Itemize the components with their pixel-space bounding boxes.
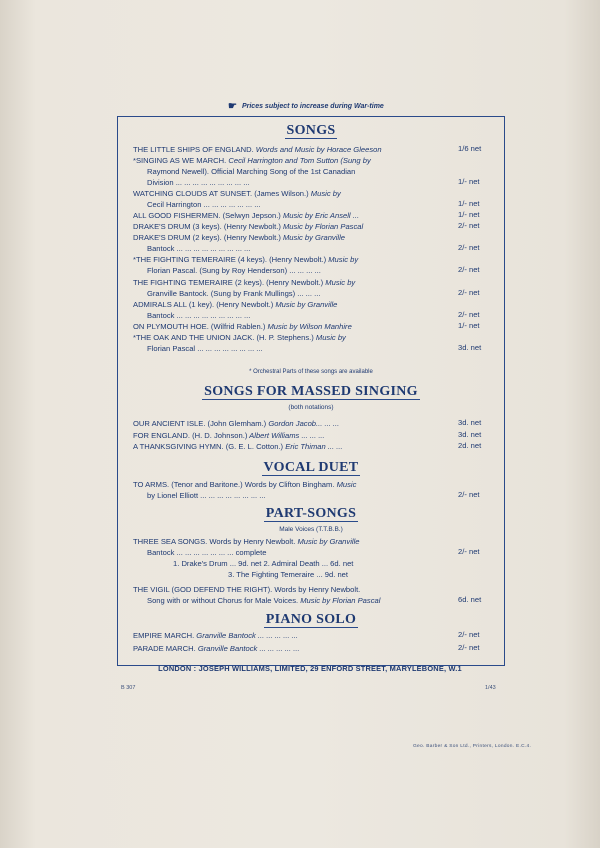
catalogue-entry — [133, 584, 433, 606]
section-heading-part-songs: PART-SONGS — [265, 506, 357, 521]
entry-composer: Eric Thiman ... ... — [283, 442, 343, 451]
entry-line — [133, 490, 433, 501]
catalogue-entry — [133, 155, 433, 188]
entry-price: 1/6 net — [458, 144, 482, 153]
catalogue-entry — [133, 536, 433, 580]
catalogue-entry — [133, 321, 433, 332]
entry-line — [133, 322, 352, 331]
catalogue-entry — [133, 221, 433, 232]
entry-composer: Gordon Jacob... ... ... — [266, 419, 340, 428]
entry-text: Bantock ... ... ... ... ... ... ... ... ... — [147, 311, 251, 320]
print-date-code: 1/43 — [485, 685, 496, 691]
section-heading-songs: SONGS — [286, 123, 336, 138]
entry-price: 2d. net — [458, 441, 482, 450]
entry-composer: Music — [334, 480, 357, 489]
entry-composer: Granville Bantock ... ... ... ... ... — [194, 631, 299, 640]
entry-line — [133, 419, 339, 428]
entry-title: PARADE MARCH. — [133, 644, 196, 653]
entry-text: Florian Pascal. (Sung by Roy Henderson) ... ... ... ... — [147, 266, 321, 275]
entry-price: 2/- net — [458, 630, 480, 639]
entry-title: ALL GOOD FISHERMEN. (Selwyn Jepson.) — [133, 211, 281, 220]
entry-line — [133, 343, 433, 354]
catalogue-entry — [133, 643, 433, 654]
catalogue-entry — [133, 299, 433, 321]
entry-line — [133, 177, 433, 188]
entry-line — [133, 156, 371, 165]
section-heading-piano-solo: PIANO SOLO — [265, 612, 357, 627]
entry-line — [133, 145, 382, 154]
entry-price: 1/- net — [458, 199, 480, 208]
section-heading-vocal-duet: VOCAL DUET — [263, 460, 359, 475]
section-heading-massed-singing: SONGS FOR MASSED SINGING — [204, 384, 418, 399]
entry-line — [133, 233, 345, 242]
massed-subtitle: (both notations) — [288, 404, 334, 411]
entry-line — [133, 222, 363, 231]
entry-line — [133, 442, 343, 451]
entry-price: 2/- net — [458, 547, 480, 556]
entry-title: OUR ANCIENT ISLE. (John Glemham.) — [133, 419, 267, 428]
entry-text: Song with or without Chorus for Male Voices. — [147, 596, 299, 605]
entry-price: 2/- net — [458, 490, 480, 499]
entry-line — [133, 595, 433, 606]
entry-text: Bantock ... ... ... ... ... ... ... ... ... — [147, 244, 251, 253]
entry-title: ADMIRALS ALL (1 key). (Henry Newbolt.) — [133, 300, 274, 309]
entry-price: 3d. net — [458, 343, 482, 352]
entry-line — [133, 558, 433, 569]
catalogue-entry — [133, 144, 433, 155]
catalogue-entry — [133, 188, 433, 210]
catalogue-entry — [133, 479, 433, 501]
entry-title: ON PLYMOUTH HOE. (Wilfrid Rablen.) — [133, 322, 266, 331]
entry-price: 2/- net — [458, 221, 480, 230]
entry-line — [133, 537, 360, 546]
entry-price: 2/- net — [458, 243, 480, 252]
catalogue-entry — [133, 277, 433, 299]
publisher-address: LONDON : JOSEPH WILLIAMS, LIMITED, 29 ENFORD STREET, MARYLEBONE, W.1 — [158, 664, 462, 673]
entry-line — [133, 431, 325, 440]
entry-composer: Cecil Harrington and Tom Sutton (Sung by — [226, 156, 371, 165]
entry-text: by Lionel Elliott ... ... ... ... ... ... ... ... — [147, 491, 266, 500]
entry-line — [133, 288, 433, 299]
entry-text: 1. Drake's Drum ... 9d. net 2. Admiral Death ... 6d. net — [173, 559, 354, 568]
catalogue-entry — [133, 441, 433, 452]
entry-text: Division ... ... ... ... ... ... ... ... ... — [147, 178, 250, 187]
entry-price: 1/- net — [458, 210, 480, 219]
entry-composer: Music by Granville — [280, 233, 346, 242]
entry-title: FOR ENGLAND. (H. D. Johnson.) — [133, 431, 248, 440]
printer-credit: Geo. Barber & Son Ltd., Printers, London. E.C.4. — [413, 744, 532, 749]
price-notice: ☛ Prices subject to increase during War-time — [228, 101, 384, 112]
entry-composer: Music by — [323, 278, 356, 287]
entry-text: Florian Pascal ... ... ... ... ... ... ... ... — [147, 344, 263, 353]
entry-price: 2/- net — [458, 643, 480, 652]
catalogue-code: B 307 — [121, 685, 136, 691]
entry-price: 6d. net — [458, 595, 482, 604]
entry-price: 2/- net — [458, 288, 480, 297]
entry-line — [133, 189, 341, 198]
entry-text: 3. The Fighting Temeraire ... 9d. net — [228, 570, 349, 579]
entry-price: 1/- net — [458, 321, 480, 330]
entry-composer: Music by Wilson Manhire — [265, 322, 352, 331]
entry-title: THE VIGIL (GOD DEFEND THE RIGHT). Words by Henry Newbolt. — [133, 585, 361, 594]
entry-text: Cecil Harrington ... ... ... ... ... ... ... — [147, 200, 261, 209]
entry-line — [133, 243, 433, 254]
entry-line — [133, 255, 358, 264]
entry-composer: Music by — [308, 189, 341, 198]
pointing-hand-icon: ☛ — [228, 101, 237, 112]
entry-line — [133, 631, 298, 640]
entry-composer: Music by Eric Ansell ... — [280, 211, 360, 220]
entry-line — [133, 480, 356, 489]
entry-title: DRAKE'S DRUM (2 keys). (Henry Newbolt.) — [133, 233, 281, 242]
entry-text: Granville Bantock. (Sung by Frank Mullings) ... ... ... — [147, 289, 321, 298]
entry-title: *SINGING AS WE MARCH. — [133, 156, 227, 165]
entry-composer: Words and Music by Horace Gleeson — [253, 145, 382, 154]
entry-text: Bantock ... ... ... ... ... ... ... complete — [147, 548, 267, 557]
catalogue-entry — [133, 332, 433, 354]
entry-line — [133, 569, 433, 580]
catalogue-frame — [117, 116, 505, 666]
entry-title: *THE FIGHTING TEMERAIRE (4 keys). (Henry Newbolt.) — [133, 255, 327, 264]
entry-line — [133, 547, 433, 558]
catalogue-entry — [133, 418, 433, 429]
entry-composer: Music by Florian Pascal — [280, 222, 364, 231]
entry-line — [133, 300, 337, 309]
entry-composer: Music by Florian Pascal — [298, 596, 381, 605]
entry-line — [133, 265, 433, 276]
entry-title: *THE OAK AND THE UNION JACK. (H. P. Stephens.) — [133, 333, 314, 342]
catalogue-entry — [133, 430, 433, 441]
entry-line — [133, 585, 360, 594]
entry-line — [133, 278, 355, 287]
entry-composer: Music by — [326, 255, 359, 264]
entry-title: DRAKE'S DRUM (3 keys). (Henry Newbolt.) — [133, 222, 281, 231]
catalogue-entry — [133, 210, 433, 221]
entry-title: EMPIRE MARCH. — [133, 631, 195, 640]
catalogue-entry — [133, 254, 433, 276]
entry-title: A THANKSGIVING HYMN. (G. E. L. Cotton.) — [133, 442, 284, 451]
entry-composer: Granville Bantock ... ... ... ... ... — [195, 644, 300, 653]
entry-title: WATCHING CLOUDS AT SUNSET. (James Wilson.) — [133, 189, 309, 198]
part-songs-subtitle: Male Voices (T.T.B.B.) — [279, 526, 343, 533]
entry-line — [133, 644, 300, 653]
entry-composer: Music by Granville — [273, 300, 338, 309]
entry-title: THREE SEA SONGS. Words by Henry Newbolt. — [133, 537, 296, 546]
entry-title: THE FIGHTING TEMERAIRE (2 keys). (Henry Newbolt.) — [133, 278, 324, 287]
catalogue-entry — [133, 630, 433, 641]
entry-line — [133, 199, 433, 210]
catalogue-entry — [133, 232, 433, 254]
entry-composer: Music by Granville — [295, 537, 360, 546]
entry-composer: Music by — [313, 333, 346, 342]
entry-title: TO ARMS. (Tenor and Baritone.) Words by Clifton Bingham. — [133, 480, 335, 489]
entry-composer: Albert Williams ... ... ... — [247, 431, 325, 440]
entry-line — [133, 310, 433, 321]
entry-price: 3d. net — [458, 418, 482, 427]
entry-text: Raymond Newell). Official Marching Song of the 1st Canadian — [147, 167, 356, 176]
entry-price: 2/- net — [458, 310, 480, 319]
entry-price: 1/- net — [458, 177, 480, 186]
entry-title: THE LITTLE SHIPS OF ENGLAND. — [133, 145, 254, 154]
entry-line — [133, 166, 433, 177]
entry-price: 3d. net — [458, 430, 482, 439]
orchestral-footnote: * Orchestral Parts of these songs are available — [249, 369, 373, 375]
entry-price: 2/- net — [458, 265, 480, 274]
entry-line — [133, 211, 359, 220]
entry-line — [133, 333, 346, 342]
